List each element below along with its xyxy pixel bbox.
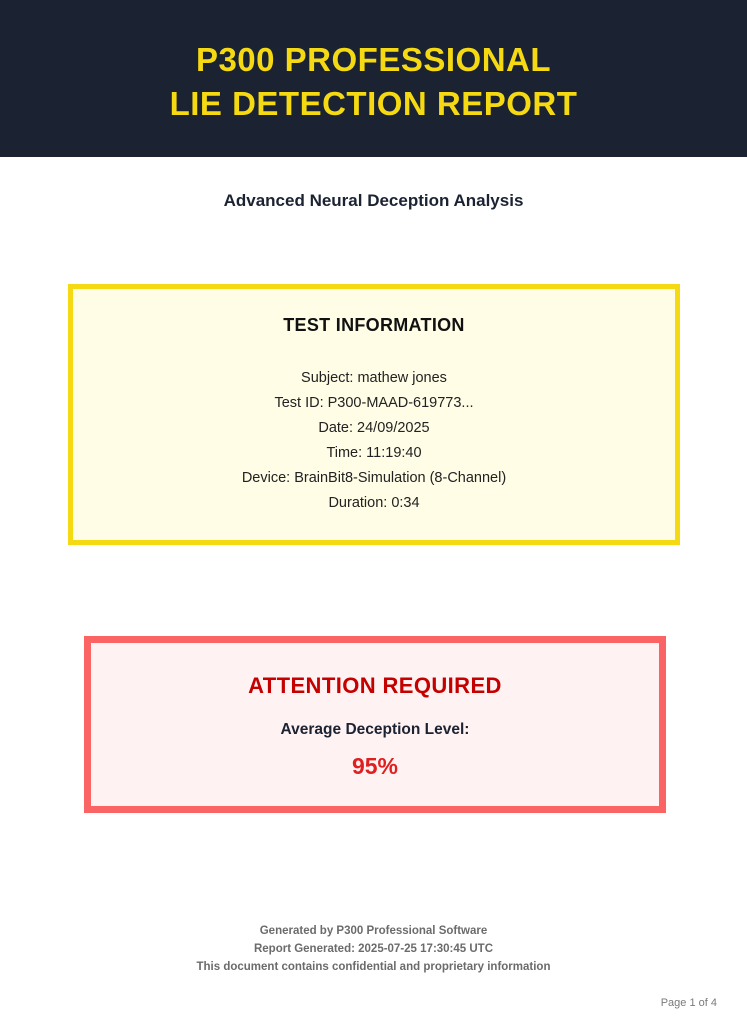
average-deception-label: Average Deception Level: [280, 721, 470, 738]
test-information-title: TEST INFORMATION [283, 315, 465, 335]
test-information-lines [93, 366, 655, 516]
report-header-banner [0, 0, 747, 157]
report-subtitle: Advanced Neural Deception Analysis [223, 191, 524, 210]
test-info-subject: Subject: mathew jones [301, 370, 447, 386]
test-info-time: Time: 11:19:40 [326, 445, 422, 461]
test-info-device: Device: BrainBit8-Simulation (8-Channel) [241, 470, 507, 486]
average-deception-value: 95% [351, 753, 399, 779]
test-info-test-id: Test ID: P300-MAAD-619773... [274, 395, 474, 411]
footer-generated-by: Generated by P300 Professional Software [259, 925, 488, 937]
report-footer [0, 922, 747, 976]
footer-generated-timestamp: Report Generated: 2025-07-25 17:30:45 UTC [253, 943, 494, 955]
test-information-box [68, 284, 680, 545]
attention-required-title: ATTENTION REQUIRED [248, 673, 502, 698]
attention-required-box [84, 636, 666, 813]
test-info-duration: Duration: 0:34 [328, 495, 420, 511]
page-number: Page 1 of 4 [660, 997, 717, 1009]
report-title-line-2: LIE DETECTION REPORT [169, 84, 578, 122]
report-title-line-1: P300 PROFESSIONAL [195, 40, 552, 78]
test-info-date: Date: 24/09/2025 [318, 420, 430, 436]
footer-confidentiality-notice: This document contains confidential and proprietary information [196, 961, 551, 973]
